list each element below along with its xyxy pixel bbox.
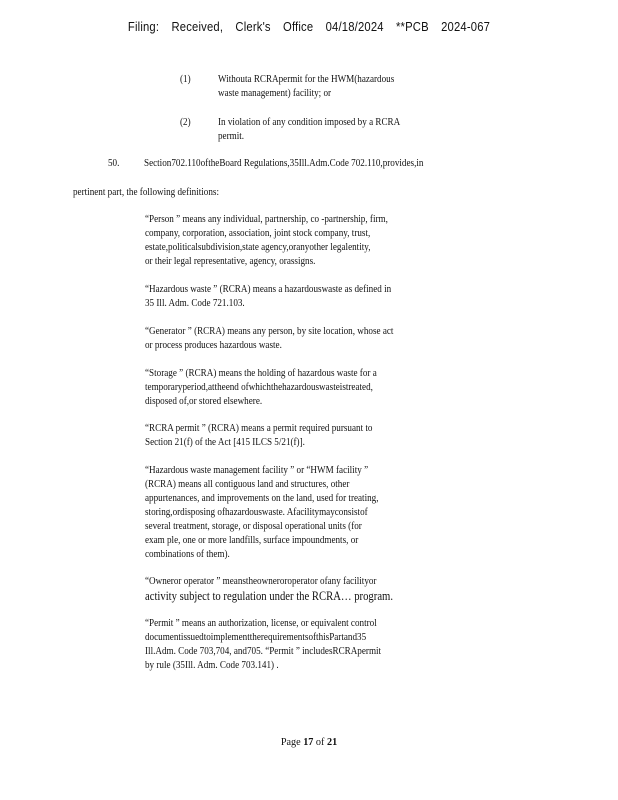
item-text <box>218 116 400 144</box>
page-current: 17 <box>303 737 314 748</box>
text-line: 35 Ill. Adm. Code 721.103. <box>145 298 245 309</box>
definition-hazardous-waste <box>145 283 391 311</box>
item-number: (1) <box>180 74 191 85</box>
text-line: or their legal representative, agency, orassigns. <box>145 256 316 267</box>
text-line: company, corporation, association, joint stock company, trust, <box>145 228 371 239</box>
text-line: “Hazardous waste management facility ” or “HWM facility ” <box>145 465 369 476</box>
item-text <box>218 73 394 101</box>
text-line: documentissuedtoimplementtherequirementsofthisPartand35 <box>145 632 367 643</box>
paragraph-number: 50. <box>108 158 120 169</box>
text-line: In violation of any condition imposed by a RCRA <box>218 117 401 128</box>
page-total: 21 <box>326 737 338 748</box>
page-footer <box>0 737 618 748</box>
text-line: Section 21(f) of the Act [415 ILCS 5/21(f)]. <box>145 437 305 448</box>
text-line: “Person ” means any individual, partnership, co -partnership, firm, <box>145 214 388 225</box>
paragraph-line: Section702.110oftheBoard Regulations,35Ill.Adm.Code 702.110,provides,in <box>144 158 424 169</box>
text-line: “Generator ” (RCRA) means any person, by site location, whose act <box>145 326 394 337</box>
definition-hwm-facility <box>145 464 379 562</box>
text-line: exam ple, one or more landfills, surface impoundments, or <box>145 535 359 546</box>
definition-generator <box>145 325 393 353</box>
text-line: “Owneror operator ” meanstheowneroroperator ofany facilityor <box>145 576 377 587</box>
text-line: several treatment, storage, or disposal operational units (for <box>145 521 362 532</box>
definition-permit <box>145 617 381 673</box>
text-line: estate,politicalsubdivision,state agency,oranyother legalentity, <box>145 242 371 253</box>
text-line: by rule (35Ill. Adm. Code 703.141) . <box>145 660 279 671</box>
text-line: appurtenances, and improvements on the land, used for treating, <box>145 493 379 504</box>
text-line: disposed of,or stored elsewhere. <box>145 396 263 407</box>
page-label: Page <box>280 737 301 748</box>
text-line: “Storage ” (RCRA) means the holding of hazardous waste for a <box>145 368 377 379</box>
text-line: Ill.Adm. Code 703,704, and705. “Permit ” includesRCRApermit <box>145 646 382 657</box>
text-line: Withouta RCRApermit for the HWM(hazardous <box>218 74 395 85</box>
paragraph-line: pertinent part, the following definitions: <box>73 187 219 198</box>
text-line: temporaryperiod,attheend ofwhichthehazardouswasteistreated, <box>145 382 373 393</box>
filing-stamp-header: Filing: Received, Clerk's Office 04/18/2024 **PCB 2024-067 <box>127 20 491 34</box>
text-line: waste management) facility; or <box>218 88 332 99</box>
text-line-large: activity subject to regulation under the RCRA… program. <box>145 589 394 603</box>
text-line: permit. <box>218 131 245 142</box>
definition-rcra-permit <box>145 422 372 450</box>
text-line: (RCRA) means all contiguous land and structures, other <box>145 479 350 490</box>
text-line: “RCRA permit ” (RCRA) means a permit required pursuant to <box>145 423 373 434</box>
text-line: “Permit ” means an authorization, license, or equivalent control <box>145 618 377 629</box>
page-of: of <box>315 737 325 748</box>
text-line: combinations of them). <box>145 549 230 560</box>
definition-person <box>145 213 388 269</box>
item-number: (2) <box>180 117 191 128</box>
text-line: storing,ordisposing ofhazardouswaste. Afacilitymayconsistof <box>145 507 368 518</box>
text-line: or process produces hazardous waste. <box>145 340 282 351</box>
definition-storage <box>145 367 377 409</box>
definition-owner-operator <box>145 575 393 603</box>
text-line: “Hazardous waste ” (RCRA) means a hazardouswaste as defined in <box>145 284 392 295</box>
